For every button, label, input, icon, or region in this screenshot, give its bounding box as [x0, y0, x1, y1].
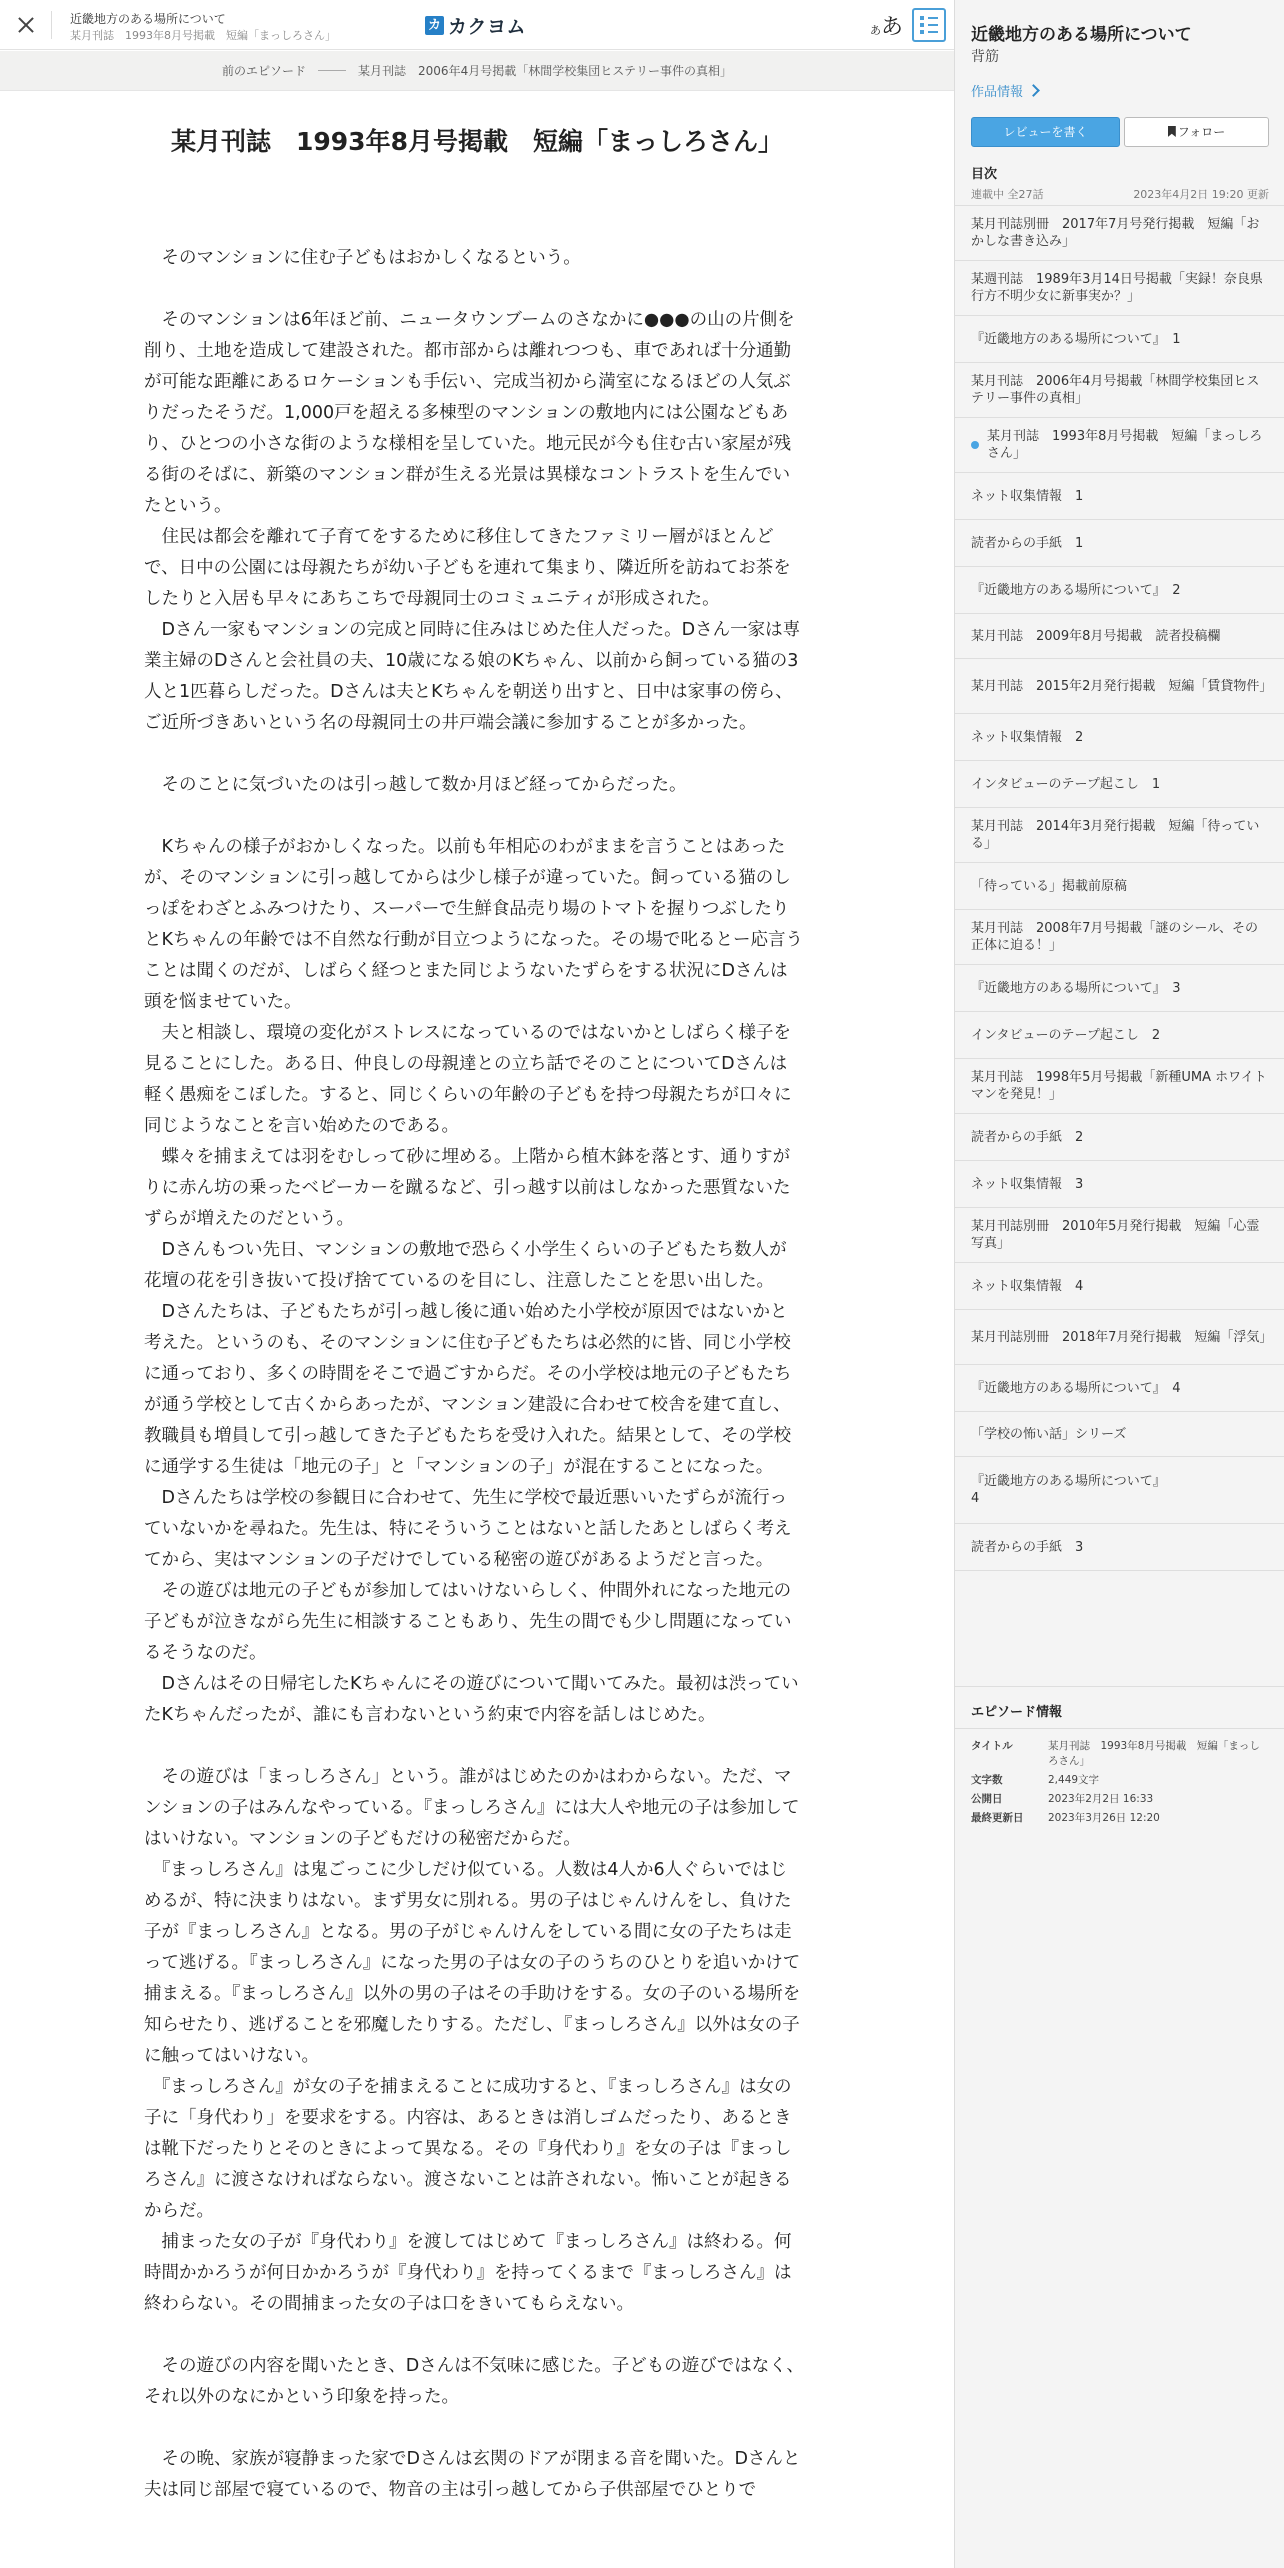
episode-info-row — [955, 1792, 1284, 1807]
body-paragraph: 『まっしろさん』は鬼ごっこに少しだけ似ている。人数は4人か6人ぐらいではじめるが、特に決まりはない。まず男女に別れる。男の子はじゃんけんをし、負けた子が『まっしろさん』となる。男の子がじゃんけんをしている間に女の子たちは走って逃げる。『まっしろさん』になった男の子は女の子のうちのひとりを追いかけて捕まえる。『まっしろさん』以外の男の子はその手助けをする。女の子のいる場所を知らせたり、逃げることを邪魔したりする。ただし、『まっしろさん』以外は女の子に触ってはいけない。 — [144, 1860, 801, 2066]
toc-item[interactable] — [955, 614, 1284, 659]
toc-item-label: 某月刊誌 2008年7月号掲載「謎のシール、その正体に迫る！」 — [971, 921, 1259, 953]
episode-info-label: タイトル — [971, 1740, 1013, 1752]
body-paragraph: 夫と相談し、環境の変化がストレスになっているのではないかとしばらく様子を見ることにした。ある日、仲良しの母親達との立ち話でそのことについてDさんは軽く愚痴をこぼした。すると、同じくらいの年齢の子どもを持つ母親たちが口々に同じようなことを言い始めたのである。 — [144, 1023, 792, 1136]
episode-info-label: 文字数 — [971, 1774, 1003, 1786]
toc-item-label: 某月刊誌 2015年2月発行掲載 短編「賃貸物件」 — [971, 678, 1273, 694]
body-paragraph: 蝶々を捕まえては羽をむしって砂に埋める。上階から植木鉢を落とす、通りすがりに赤ん坊の乗ったベビーカーを蹴るなど、引っ越す以前はしなかった悪質ないたずらが増えたのだという。 — [144, 1147, 791, 1229]
body-paragraph — [144, 801, 804, 832]
episode-info-row — [955, 1739, 1284, 1769]
toc-line — [928, 31, 938, 33]
toc-item-label: 某週刊誌 1989年3月14日号掲載「実録！奈良県行方不明少女に新事実か？」 — [971, 272, 1263, 304]
toc-item-label: 読者からの手紙 3 — [971, 1539, 1084, 1555]
toc-item[interactable] — [955, 910, 1284, 965]
toc-item[interactable] — [955, 567, 1284, 614]
body-paragraph — [144, 2413, 804, 2444]
episode-body — [144, 212, 804, 2506]
toc-item[interactable] — [955, 761, 1284, 808]
toc-item-label: 『近畿地方のある場所について』 3 — [971, 980, 1181, 996]
toc-item-label: 読者からの手紙 2 — [971, 1129, 1084, 1145]
font-size-button[interactable] — [870, 10, 903, 41]
header-episode-title: 某月刊誌 1993年8月号掲載 短編「まっしろさん」 — [70, 29, 336, 42]
body-paragraph: Dさんはその日帰宅したKちゃんにその遊びについて聞いてみた。最初は渋っていたKちゃんだったが、誰にも言わないという約束で内容を話しはじめた。 — [144, 1674, 799, 1725]
toc-list — [955, 205, 1284, 1571]
body-paragraph: そのことに気づいたのは引っ越して数か月ほど経ってからだった。 — [144, 775, 687, 795]
toc-meta — [971, 186, 1269, 202]
toc-item-label: 「学校の怖い話」シリーズ — [971, 1426, 1127, 1442]
episode-title: 某月刊誌 1993年8月号掲載 短編「まっしろさん」 — [171, 127, 783, 156]
body-paragraph — [144, 2320, 804, 2351]
toc-item-label: 『近畿地方のある場所について』 4 — [971, 1474, 1166, 1506]
font-size-large-glyph: あ — [881, 15, 904, 40]
prev-episode-title: 某月刊誌 2006年4月号掲載「林間学校集団ヒステリー事件の真相」 — [358, 64, 732, 78]
body-paragraph: 住民は都会を離れて子育てをするために移住してきたファミリー層がほとんどで、日中の公園には母親たちが幼い子どもを連れて集まり、隣近所を訪ねてお茶をしたりと入居も早々にあちこちで母親同士のコミュニティが形成された。 — [144, 527, 791, 609]
episode-info-label: 最終更新日 — [971, 1812, 1024, 1824]
work-info-link[interactable]: 作品情報 — [971, 81, 1038, 100]
toc-item[interactable] — [955, 316, 1284, 363]
toc-item-label: ネット収集情報 1 — [971, 488, 1084, 504]
toc-item[interactable] — [955, 1208, 1284, 1263]
toc-item[interactable] — [955, 1161, 1284, 1208]
toc-item[interactable] — [955, 1365, 1284, 1412]
follow-label: フォロー — [1177, 125, 1226, 139]
prev-episode-bar[interactable] — [0, 51, 954, 91]
body-paragraph: その遊びは「まっしろさん」という。誰がはじめたのかはわからない。ただ、マンションの子はみんなやっている。『まっしろさん』には大人や地元の子は参加してはいけない。マンションの子どもだけの秘密だからだ。 — [144, 1767, 800, 1849]
divider — [318, 70, 346, 71]
toc-item[interactable] — [955, 714, 1284, 761]
sidebar-author[interactable]: 背筋 — [971, 49, 999, 65]
header-work-title[interactable]: 近畿地方のある場所について — [70, 12, 226, 26]
toc-status: 連載中 全27話 — [971, 188, 1044, 201]
toc-item-label: 某月刊誌 2006年4月号掲載「林間学校集団ヒステリー事件の真相」 — [971, 374, 1260, 406]
body-paragraph — [144, 1731, 804, 1762]
write-review-button[interactable]: レビューを書く — [971, 117, 1120, 147]
body-paragraph: Kちゃんの様子がおかしくなった。以前も年相応のわがままを言うことはあったが、そのマンションに引っ越してからは少し様子が違っていた。飼っている猫のしっぽをわざとふみつけたり、スーパーで生鮮食品売り場のトマトを握りつぶしたりとKちゃんの年齢では不自然な行動が目立つようになった。その場で叱るとー応言うことは聞くのだが、しばらく経つとまた同じようないたずらをする状況にDさんは頭を悩ませていた。 — [144, 837, 803, 1012]
toc-item[interactable] — [955, 473, 1284, 520]
episode-info-value: 2,449文字 — [1048, 1774, 1100, 1786]
toc-item[interactable] — [955, 965, 1284, 1012]
toc-item[interactable] — [955, 1263, 1284, 1310]
toc-item[interactable] — [955, 1457, 1284, 1524]
toc-item[interactable] — [955, 261, 1284, 316]
divider — [51, 11, 52, 39]
toc-item[interactable] — [955, 808, 1284, 863]
toc-item-label: 某月刊誌 2009年8月号掲載 読者投稿欄 — [971, 628, 1221, 644]
prev-episode-label: 前のエピソード — [222, 64, 307, 78]
toc-item-label: 某月刊誌別冊 2010年5月発行掲載 短編「心霊写真」 — [971, 1219, 1260, 1251]
bookmark-icon — [1168, 126, 1176, 137]
toc-line — [928, 24, 938, 26]
episode-info-rows — [955, 1739, 1284, 1826]
body-paragraph: そのマンションに住む子どもはおかしくなるという。 — [144, 248, 581, 268]
body-paragraph: Dさんもつい先日、マンションの敷地で恐らく小学生くらいの子どもたち数人が花壇の花を引き抜いて投げ捨てているのを目にし、注意したことを思い出した。 — [144, 1240, 787, 1291]
body-paragraph: 『まっしろさん』が女の子を捕まえることに成功すると、『まっしろさん』は女の子に「身代わり」を要求をする。内容は、あるときは消しゴムだったり、あるときは靴下だったりとそのときによって異なる。その『身代わり』を女の子は『まっしろさん』に渡さなければならない。渡さないことは許されない。怖いことが起きるからだ。 — [144, 2077, 792, 2221]
body-paragraph: Dさんたちは学校の参観日に合わせて、先生に学校で最近悪いいたずらが流行っていないかを尋ねた。先生は、特にそういうことはないと話したあとしばらく考えてから、実はマンションの子だけでしている秘密の遊びがあるようだと言った。 — [144, 1488, 792, 1570]
body-paragraph — [144, 274, 804, 305]
toc-item[interactable] — [955, 1114, 1284, 1161]
toc-item-label: 『近畿地方のある場所について』 4 — [971, 1380, 1181, 1396]
toc-item-label: ネット収集情報 3 — [971, 1176, 1084, 1192]
close-icon[interactable] — [10, 9, 42, 41]
toc-item[interactable] — [955, 863, 1284, 910]
episode-info-heading: エピソード情報 — [955, 1687, 1284, 1729]
top-bar — [0, 0, 954, 50]
toc-toggle-icon[interactable] — [912, 8, 946, 42]
body-paragraph: Dさんたちは、子どもたちが引っ越し後に通い始めた小学校が原因ではないかと考えた。というのも、そのマンションに住む子どもたちは必然的に皆、同じ小学校に通っており、多くの時間をそこで過ごすからだ。その小学校は地元の子どもたちが通う学校として古くからあったが、マンション建設に合わせて校舎を建て直し、教職員も増員して引っ越してきた子どもたちを受け入れた。結果として、その学校に通学する生徒は「地元の子」と「マンションの子」が混在することになった。 — [144, 1302, 792, 1477]
toc-item-label: 『近畿地方のある場所について』 1 — [971, 331, 1181, 347]
toc-item[interactable] — [955, 659, 1284, 714]
toc-item-label: ネット収集情報 2 — [971, 729, 1084, 745]
body-paragraph: 捕まった女の子が『身代わり』を渡してはじめて『まっしろさん』は終わる。何時間かかろうが何日かかろうが『身代わり』を持ってくるまで『まっしろさん』は終わらない。その間捕まった女の子は口をきいてもらえない。 — [144, 2232, 792, 2314]
toc-line — [928, 17, 938, 19]
toc-heading: 目次 — [971, 167, 998, 182]
body-paragraph: そのマンションは6年ほど前、ニュータウンブームのさなかに●●●の山の片側を削り、土地を造成して建設された。都市部からは離れつつも、車であれば十分通勤が可能な距離にあるロケーションも手伝い、完成当初から満室になるほどの人気ぶりだったそうだ。1,000戸を超える多棟型のマンションの敷地内には公園などもあり、ひとつの小さな街のような様相を呈していた。地元民が今も住む古い家屋が残る街のそばに、新築のマンション群が生える光景は異様なコントラストを生んでいたという。 — [144, 310, 795, 516]
sidebar — [954, 0, 1284, 2568]
episode-info-value: 某月刊誌 1993年8月号掲載 短編「まっしろさん」 — [1048, 1740, 1260, 1767]
toc-item-label: 某月刊誌別冊 2017年7月号発行掲載 短編「おかしな書き込み」 — [971, 217, 1260, 249]
toc-item-label: インタビューのテープ起こし 2 — [971, 1027, 1161, 1043]
toc-item-label: 読者からの手紙 1 — [971, 535, 1084, 551]
body-paragraph: Dさん一家もマンションの完成と同時に住みはじめた住人だった。Dさん一家は専業主婦のDさんと会社員の夫、10歳になる娘のKちゃん、以前から飼っている猫の3人と1匹暮らしだった。Dさんは夫とKちゃんを朝送り出すと、日中は家事の傍ら、ご近所づきあいという名の母親同士の井戸端会議に参加することが多かった。 — [144, 620, 801, 733]
logo-mark-icon: カ — [425, 16, 444, 35]
episode-info-value: 2023年2月2日 16:33 — [1048, 1793, 1154, 1805]
body-paragraph — [144, 212, 804, 243]
toc-item[interactable] — [955, 1524, 1284, 1571]
kakuyomu-logo[interactable] — [425, 12, 526, 39]
toc-item[interactable] — [955, 1059, 1284, 1114]
body-paragraph: その晩、家族が寝静まった家でDさんは玄関のドアが閉まる音を聞いた。Dさんと夫は同じ部屋で寝ているので、物音の主は引っ越してから子供部屋でひとりで — [144, 2449, 801, 2500]
font-size-small-glyph: あ — [870, 24, 881, 37]
toc-item-label: 某月刊誌 2014年3月発行掲載 短編「待っている」 — [971, 819, 1260, 851]
toc-item-label: 『近畿地方のある場所について』 2 — [971, 582, 1181, 598]
toc-item-label: 某月刊誌別冊 2018年7月発行掲載 短編「浮気」 — [971, 1329, 1273, 1345]
toc-item-label: インタビューのテープ起こし 1 — [971, 776, 1161, 792]
toc-item[interactable] — [955, 520, 1284, 567]
episode-info-row — [955, 1811, 1284, 1826]
toc-item-label: 「待っている」掲載前原稿 — [971, 878, 1128, 894]
episode-info-label: 公開日 — [971, 1793, 1003, 1805]
toc-item-label: ネット収集情報 4 — [971, 1278, 1084, 1294]
toc-item[interactable] — [955, 363, 1284, 418]
toc-item[interactable] — [955, 1310, 1284, 1365]
body-paragraph: その遊びの内容を聞いたとき、Dさんは不気味に感じた。子どもの遊びではなく、それ以外のなにかという印象を持った。 — [144, 2356, 804, 2407]
follow-button[interactable] — [1124, 117, 1269, 147]
episode-main — [0, 92, 954, 2568]
toc-item-label: 某月刊誌 1998年5月号掲載「新種UMA ホワイトマンを発見！」 — [971, 1070, 1267, 1102]
toc-item-current[interactable] — [955, 418, 1284, 473]
episode-info-value: 2023年3月26日 12:20 — [1048, 1812, 1160, 1824]
episode-info — [955, 1686, 1284, 1826]
toc-item[interactable] — [955, 1412, 1284, 1457]
body-paragraph: その遊びは地元の子どもが参加してはいけないらしく、仲間外れになった地元の子どもが泣きながら先生に相談することもあり、先生の間でも少し問題になっているそうなのだ。 — [144, 1581, 792, 1663]
toc-item-label: 某月刊誌 1993年8月号掲載 短編「まっしろさん」 — [987, 429, 1263, 461]
logo-text: カクヨム — [448, 16, 527, 38]
toc-item[interactable] — [955, 206, 1284, 261]
toc-updated: 2023年4月2日 19:20 更新 — [1133, 188, 1269, 201]
toc-item[interactable] — [955, 1012, 1284, 1059]
body-paragraph — [144, 739, 804, 770]
episode-info-row — [955, 1773, 1284, 1788]
sidebar-work-title[interactable]: 近畿地方のある場所について — [971, 25, 1192, 45]
